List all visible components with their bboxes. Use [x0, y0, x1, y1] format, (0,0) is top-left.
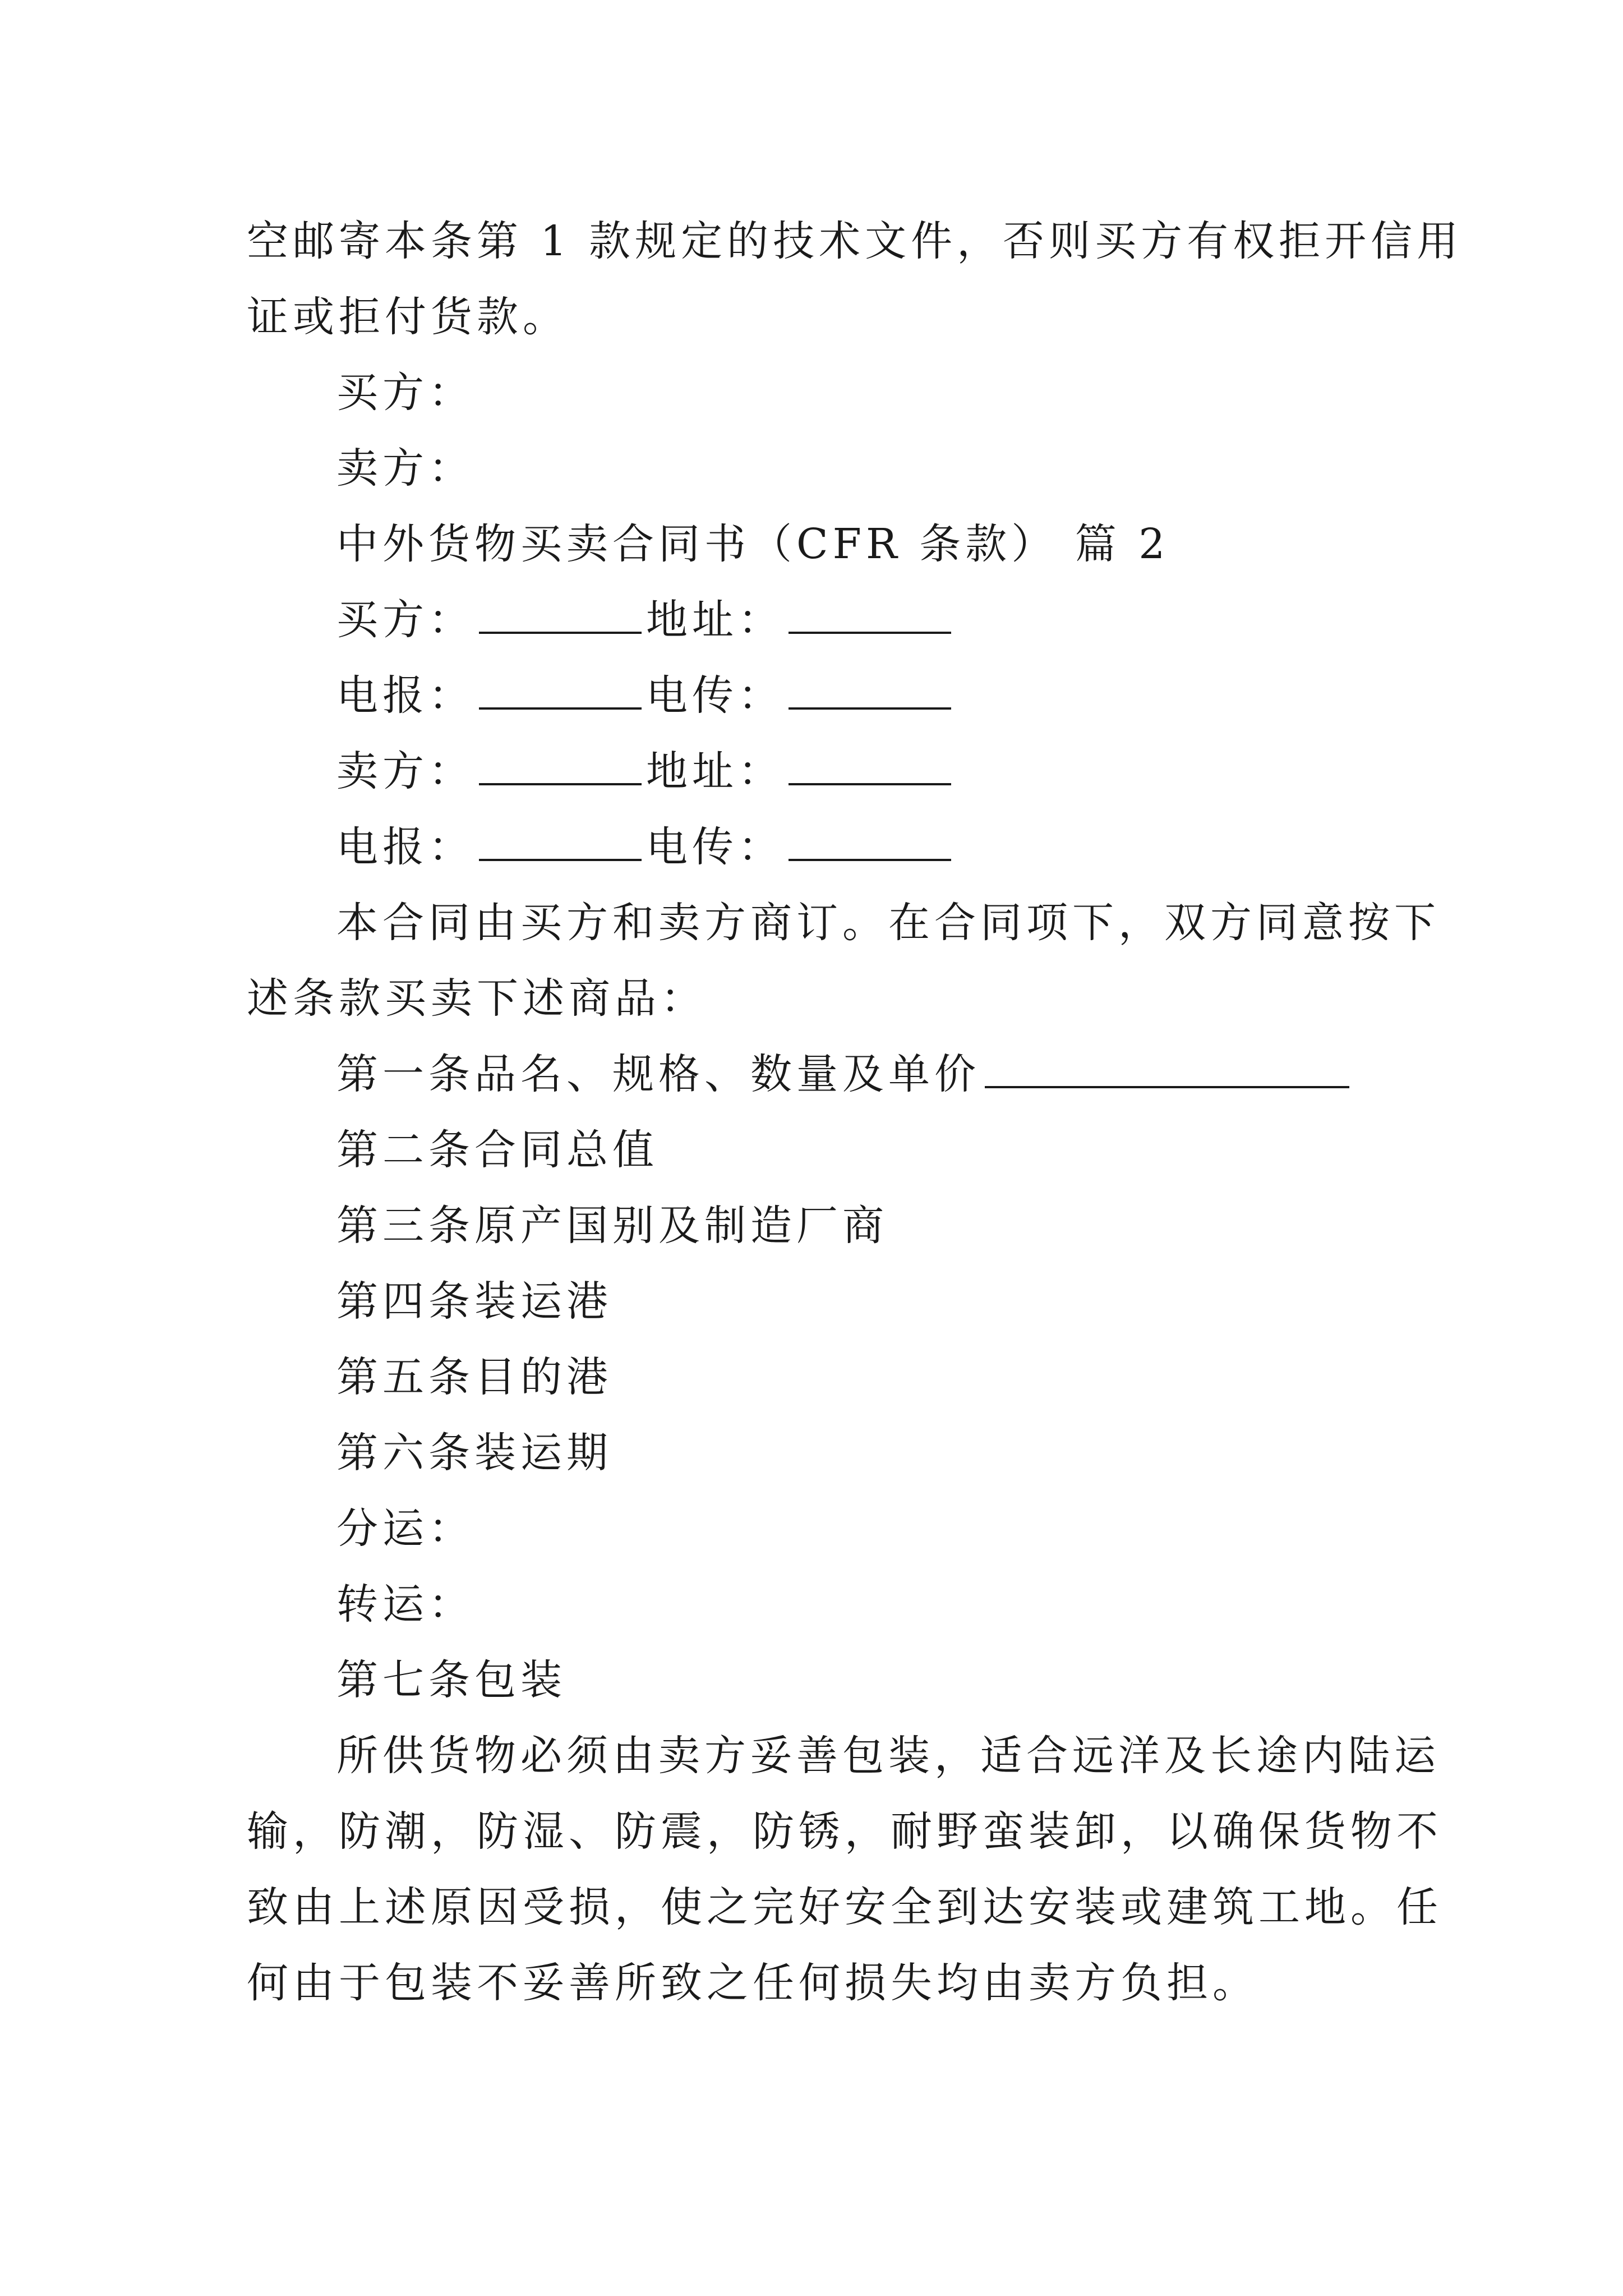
packing-paragraph-line: 所供货物必须由卖方妥善包装，适合远洋及长途内陆运 [336, 1732, 1440, 1780]
fill-blank [789, 592, 951, 634]
fill-blank [789, 820, 951, 861]
fill-blank [479, 592, 642, 634]
fill-blank [789, 744, 951, 785]
article-7: 第七条包装 [336, 1656, 566, 1704]
field-label: 电传： [646, 671, 784, 720]
fill-blank [479, 668, 642, 710]
packing-paragraph-line: 何由于包装不妥善所致之任何损失均由卖方负担。 [247, 1959, 1258, 2007]
article-2: 第二条合同总值 [336, 1126, 658, 1174]
field-label: 电报： [336, 823, 474, 871]
fill-blank [789, 668, 951, 710]
field-label: 地址： [646, 747, 784, 795]
article-3: 第三条原产国别及制造厂商 [336, 1202, 888, 1250]
article-5: 第五条目的港 [336, 1353, 612, 1401]
intro-line: 本合同由买方和卖方商订。在合同项下，双方同意按下 [336, 899, 1440, 947]
article-1 [336, 1046, 1354, 1102]
field-label: 电报： [336, 671, 474, 720]
transshipment-label: 转运： [336, 1580, 474, 1628]
field-label: 卖方： [336, 747, 474, 795]
party-row [336, 592, 956, 648]
article-4: 第四条装运港 [336, 1277, 612, 1326]
field-label: 买方： [336, 596, 474, 644]
packing-paragraph-line: 致由上述原因受损，使之完好安全到达安装或建筑工地。任 [247, 1883, 1442, 1931]
fill-blank [479, 820, 642, 861]
paragraph-line: 证或拒付货款。 [247, 293, 569, 341]
fill-blank [985, 1047, 1349, 1088]
article-label: 第一条品名、规格、数量及单价 [336, 1050, 980, 1098]
article-6: 第六条装运期 [336, 1429, 612, 1477]
party-row [336, 819, 956, 875]
packing-paragraph-line: 输，防潮，防湿、防震，防锈，耐野蛮装卸，以确保货物不 [247, 1807, 1442, 1856]
field-label: 地址： [646, 596, 784, 644]
paragraph-line: 空邮寄本条第 1 款规定的技术文件，否则买方有权拒开信用 [247, 217, 1463, 265]
party-row [336, 668, 956, 724]
intro-line: 述条款买卖下述商品： [247, 974, 707, 1023]
buyer-signature-label: 买方： [336, 369, 474, 417]
seller-signature-label: 卖方： [336, 444, 474, 493]
field-label: 电传： [646, 823, 784, 871]
contract-title: 中外货物买卖合同书（CFR 条款） 篇 2 [336, 520, 1170, 568]
party-row [336, 743, 956, 799]
fill-blank [479, 744, 642, 785]
partial-shipment-label: 分运： [336, 1504, 474, 1553]
